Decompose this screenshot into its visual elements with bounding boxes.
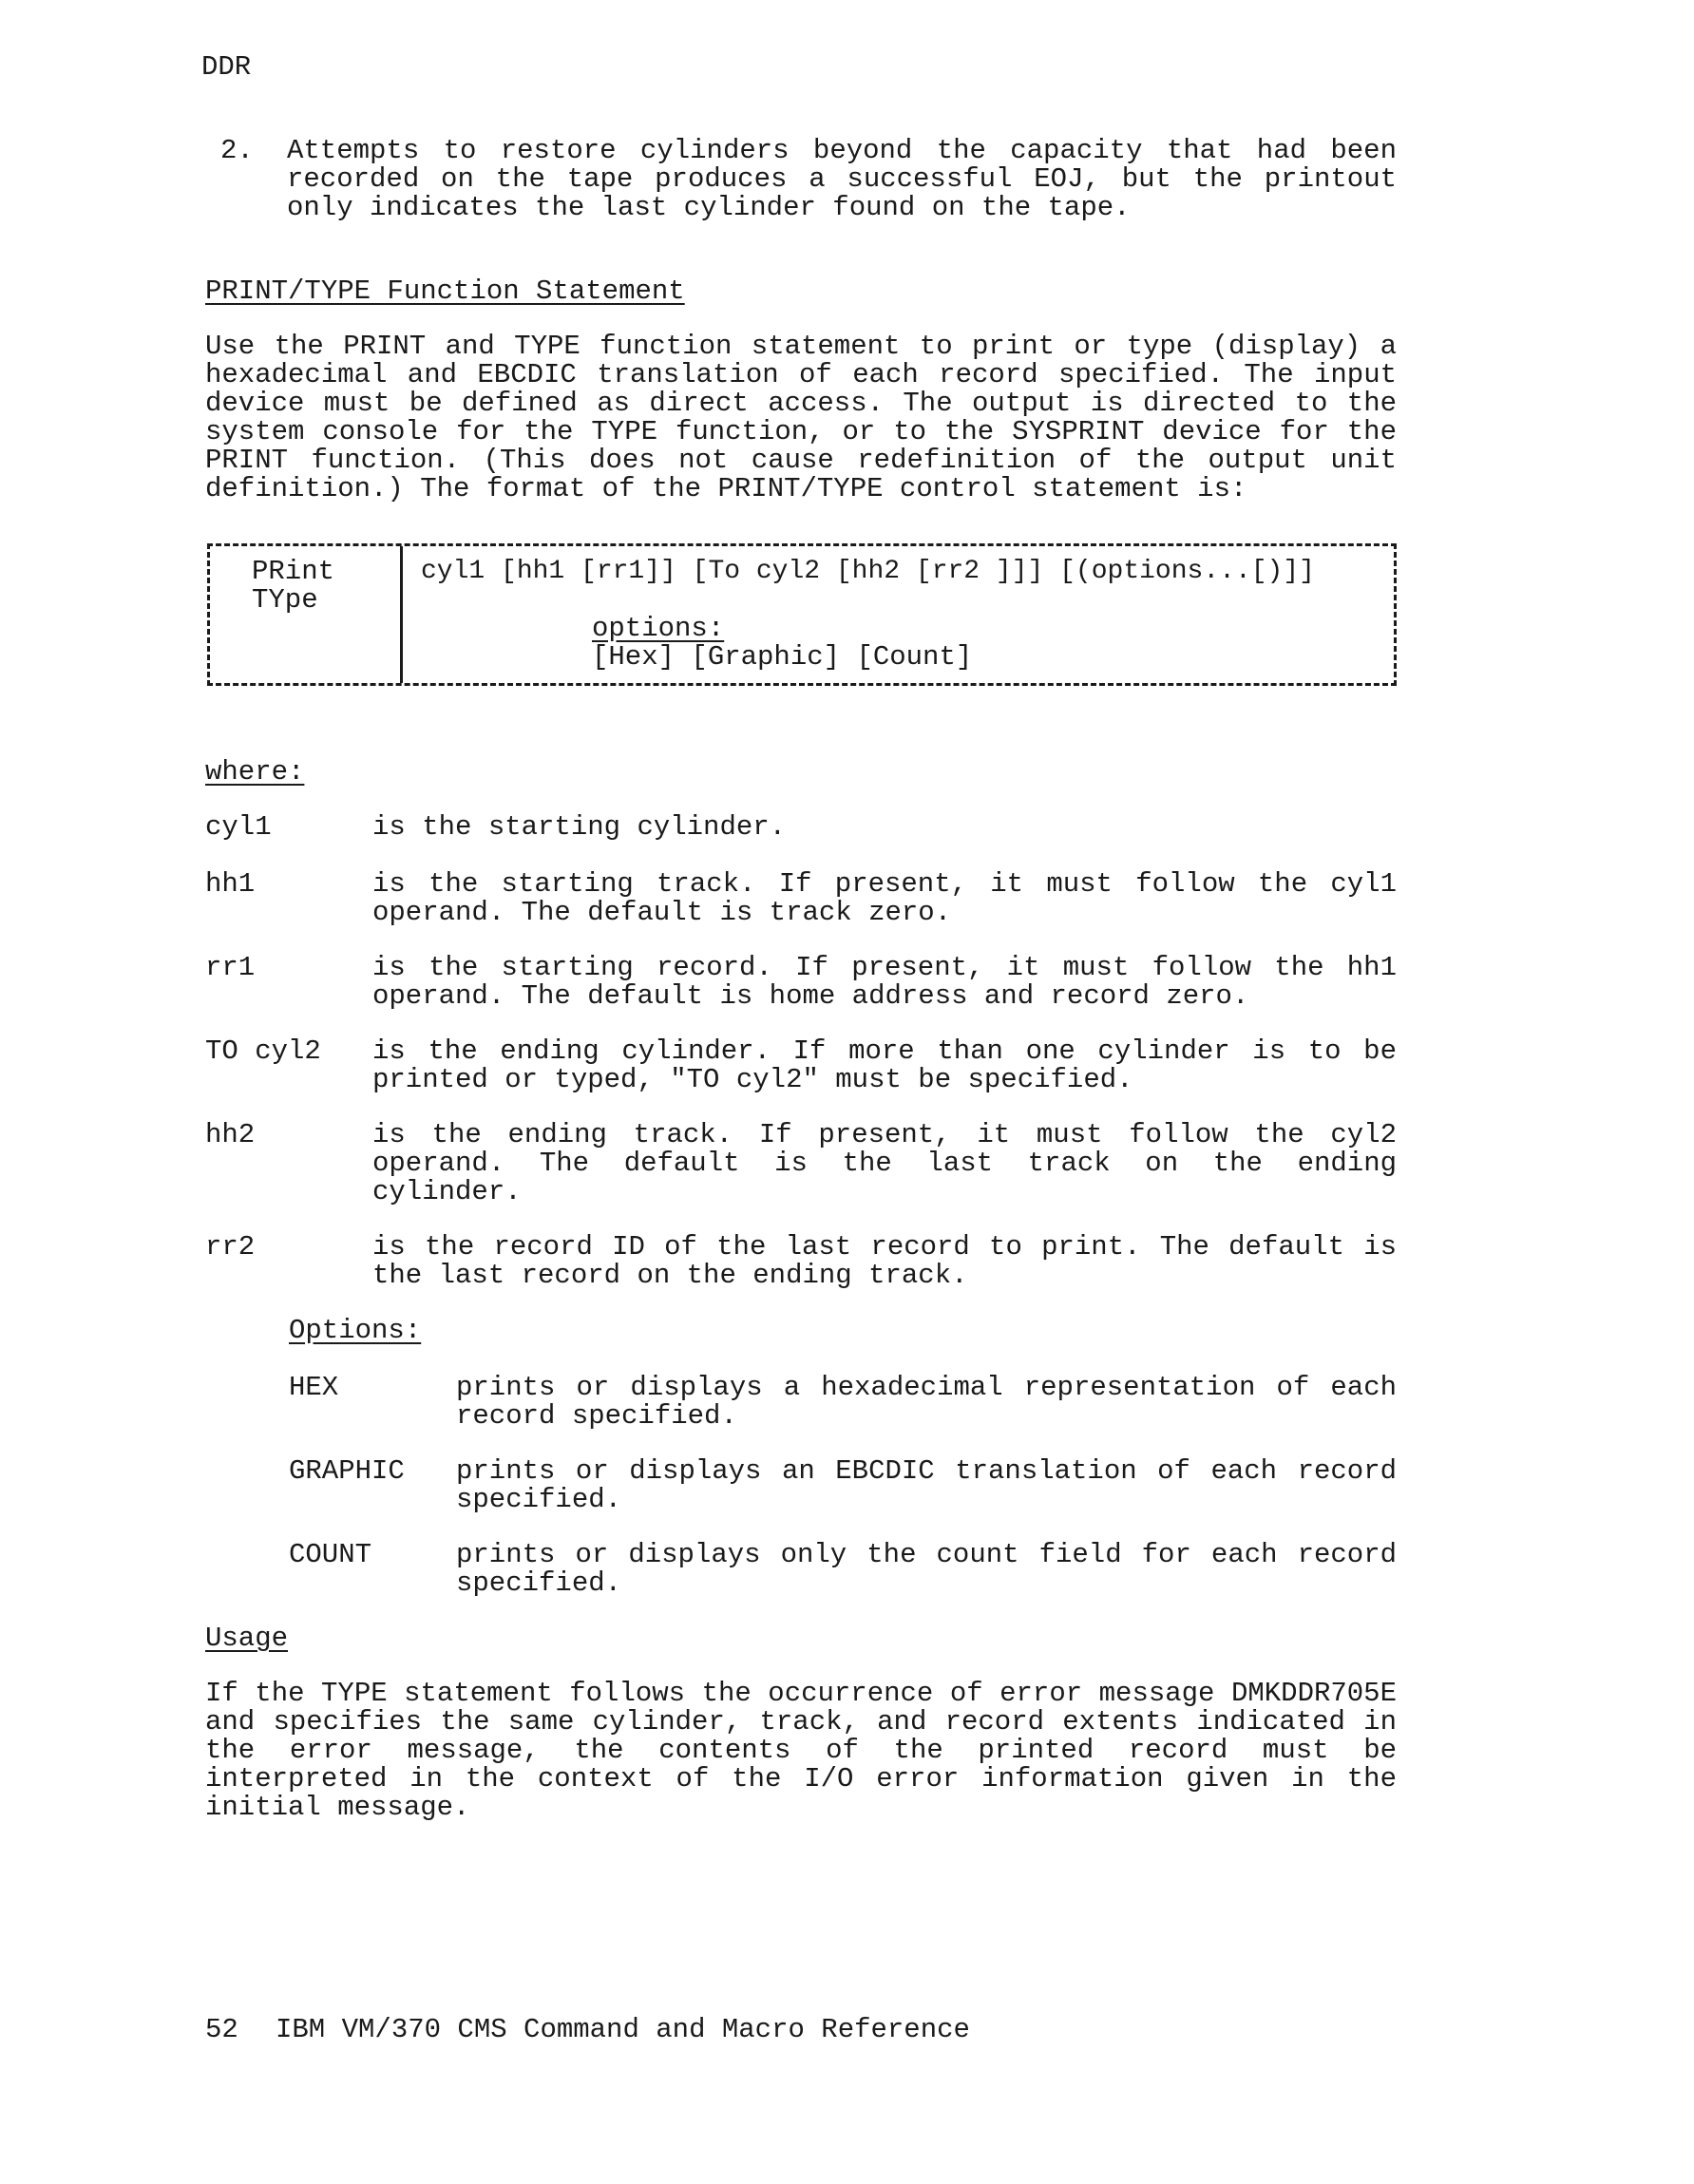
usage-line: the error message, the contents of the printed record must be (205, 1735, 1397, 1766)
intro-line: definition.) The format of the PRINT/TYPE control statement is: (205, 473, 1247, 504)
param-line: operand. The default is track zero. (372, 897, 952, 928)
param-term: TO cyl2 (205, 1035, 321, 1067)
usage-line: and specifies the same cylinder, track, and record extents indicated in (205, 1706, 1397, 1738)
note-line: Attempts to restore cylinders beyond the capacity that had been (287, 135, 1397, 166)
intro-line: system console for the TYPE function, or to the SYSPRINT device for the (205, 416, 1397, 447)
usage-line: interpreted in the context of the I/O error information given in the (205, 1763, 1397, 1795)
option-line: prints or displays a hexadecimal representation of each (456, 1372, 1397, 1403)
param-desc (372, 954, 1397, 1011)
intro-line: hexadecimal and EBCDIC translation of each record specified. The input (205, 359, 1397, 390)
option-term: COUNT (289, 1539, 372, 1570)
intro-line: PRINT function. (This does not cause redefinition of the output unit (205, 445, 1397, 476)
intro-paragraph (205, 332, 1397, 503)
param-desc (372, 813, 1397, 842)
option-term: GRAPHIC (289, 1455, 405, 1487)
option-desc (456, 1374, 1397, 1431)
param-line: is the starting cylinder. (372, 811, 787, 843)
option-desc (456, 1541, 1397, 1598)
usage-paragraph (205, 1680, 1397, 1822)
option-line: specified. (456, 1484, 622, 1515)
running-head: DDR (201, 51, 252, 83)
param-line: is the starting record. If present, it must follow the hh1 (372, 952, 1397, 983)
usage-line: initial message. (205, 1792, 470, 1823)
param-term: cyl1 (205, 811, 272, 843)
param-desc (372, 1037, 1397, 1094)
option-line: specified. (456, 1567, 622, 1599)
intro-line: Use the PRINT and TYPE function statement to print or type (display) a (205, 331, 1397, 362)
param-line: printed or typed, "TO cyl2" must be specified. (372, 1064, 1133, 1095)
where-label: where: (205, 756, 305, 788)
syntax-options-label: options: (592, 613, 725, 644)
intro-line: device must be defined as direct access. The output is directed to the (205, 388, 1397, 419)
param-line: is the ending cylinder. If more than one cylinder is to be (372, 1035, 1397, 1067)
param-term: hh2 (205, 1119, 256, 1150)
options-label: Options: (289, 1315, 422, 1346)
param-term: hh1 (205, 868, 256, 900)
option-line: prints or displays an EBCDIC translation of each record (456, 1455, 1397, 1487)
param-term: rr1 (205, 952, 256, 983)
syntax-options-list: [Hex] [Graphic] [Count] (592, 641, 973, 673)
section-heading: PRINT/TYPE Function Statement (205, 275, 685, 307)
param-line: the last record on the ending track. (372, 1260, 968, 1291)
page-number: 52 (205, 2014, 238, 2045)
param-line: is the record ID of the last record to print. The default is (372, 1231, 1397, 1263)
syntax-divider (400, 546, 403, 683)
syntax-command-type: TYpe (252, 584, 318, 616)
option-desc (456, 1457, 1397, 1514)
usage-heading: Usage (205, 1623, 289, 1654)
param-desc (372, 1233, 1397, 1290)
param-term: rr2 (205, 1231, 256, 1263)
note-line: only indicates the last cylinder found on the tape. (287, 192, 1131, 223)
note-number: 2. (220, 135, 254, 166)
param-line: operand. The default is the last track on the ending (372, 1148, 1397, 1179)
param-desc (372, 870, 1397, 927)
note-text (287, 137, 1397, 222)
option-line: prints or displays only the count field for each record (456, 1539, 1397, 1570)
usage-line: If the TYPE statement follows the occurrence of error message DMKDDR705E (205, 1678, 1397, 1709)
param-line: is the starting track. If present, it must follow the cyl1 (372, 868, 1397, 900)
syntax-command-print: PRint (252, 556, 335, 587)
book-title: IBM VM/370 CMS Command and Macro Reference (276, 2014, 970, 2045)
syntax-operands: cyl1 [hh1 [rr1]] [To cyl2 [hh2 [rr2 ]]] [(options...[)]] (421, 557, 1315, 586)
option-term: HEX (289, 1372, 339, 1403)
syntax-box (207, 543, 1397, 686)
param-line: operand. The default is home address and record zero. (372, 980, 1249, 1012)
param-desc (372, 1121, 1397, 1206)
option-line: record specified. (456, 1400, 737, 1432)
param-line: cylinder. (372, 1176, 522, 1207)
note-line: recorded on the tape produces a successful EOJ, but the printout (287, 163, 1397, 195)
param-line: is the ending track. If present, it must follow the cyl2 (372, 1119, 1397, 1150)
